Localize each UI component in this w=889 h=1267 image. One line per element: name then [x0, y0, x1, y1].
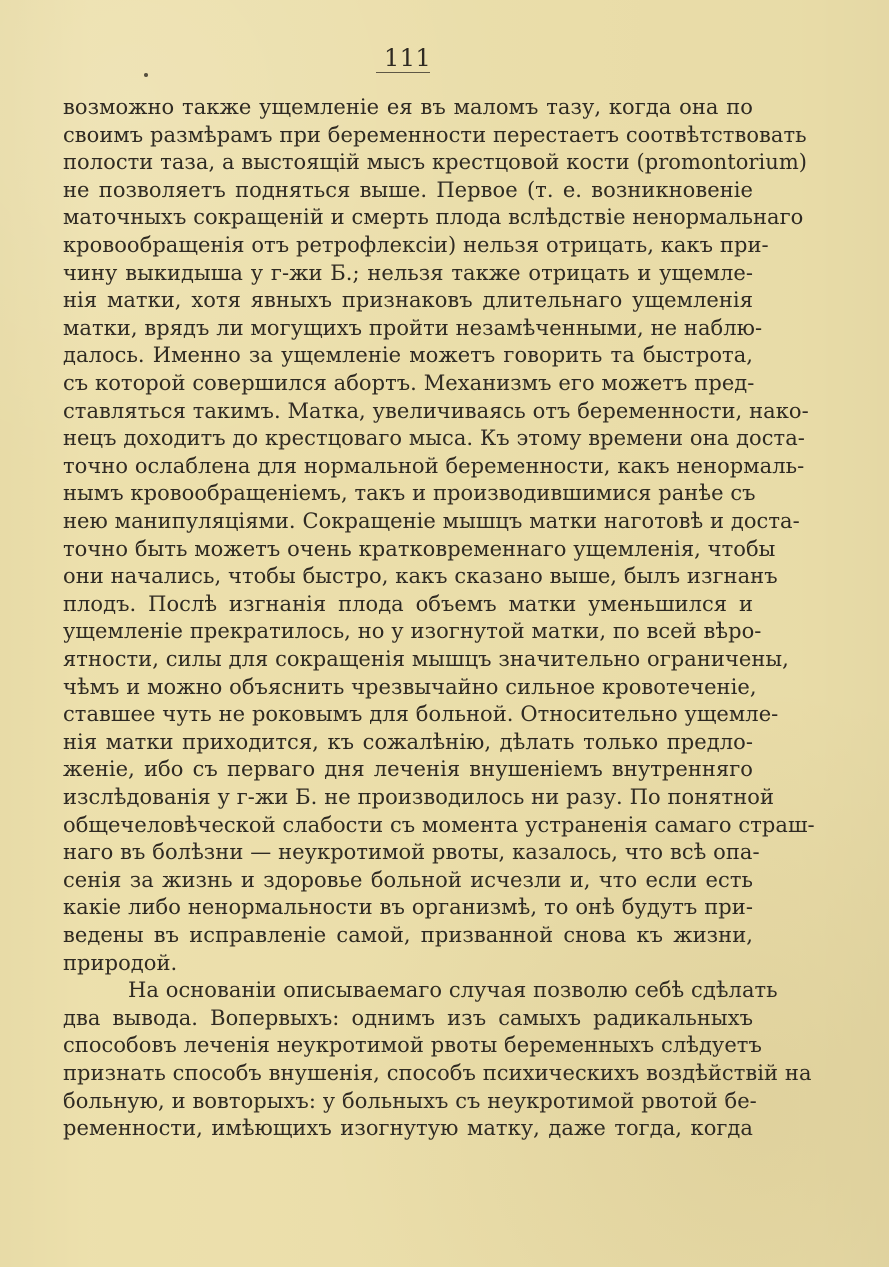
text-line: полости таза, а выстоящій мысъ крестцовой кости (promontorium) — [63, 150, 808, 175]
text-line: не позволяетъ подняться выше. Первое (т. е. возникновеніе — [63, 177, 753, 202]
text-line: они начались, чтобы быстро, какъ сказано выше, былъ изгнанъ — [63, 564, 778, 589]
text-line: ставшее чуть не роковымъ для больной. Относительно ущемле- — [63, 702, 779, 727]
text-line: общечеловѣческой слабости съ момента устраненія самаго страш- — [63, 812, 815, 837]
text-line: далось. Именно за ущемленіе можетъ говорить та быстрота, — [63, 343, 753, 368]
text-line: нія матки, хотя явныхъ признаковъ длительнаго ущемленія — [63, 288, 753, 313]
text-line: чину выкидыша у г-жи Б.; нельзя также отрицать и ущемле- — [63, 260, 753, 285]
page-number-underline — [376, 72, 430, 73]
text-line: точно быть можетъ очень кратковременнаго ущемленія, чтобы — [63, 536, 776, 561]
text-line: маточныхъ сокращеній и смерть плода вслѣдствіе ненормальнаго — [63, 205, 804, 230]
text-line: изслѣдованія у г-жи Б. не производилось ни разу. По понятной — [63, 785, 775, 809]
text-line: матки, врядъ ли могущихъ пройти незамѣченными, не наблю- — [63, 315, 763, 340]
text-line: ставляться такимъ. Матка, увеличиваясь отъ беременности, нако- — [63, 398, 809, 423]
page-number: 111 — [384, 44, 432, 72]
text-line: наго въ болѣзни — неукротимой рвоты, казалось, что всѣ опа- — [63, 840, 760, 865]
text-line: два вывода. Вопервыхъ: однимъ изъ самыхъ радикальныхъ — [63, 1005, 753, 1030]
text-line: съ которой совершился абортъ. Механизмъ его можетъ пред- — [63, 371, 755, 395]
text-line: нецъ доходитъ до крестцоваго мыса. Къ этому времени она доста- — [63, 426, 805, 451]
ink-mark — [144, 73, 148, 77]
text-line: точно ослаблена для нормальной беременности, какъ ненормаль- — [63, 453, 805, 478]
text-line: ременности, имѣющихъ изогнутую матку, даже тогда, когда — [63, 1116, 753, 1141]
text-line: нымъ кровообращеніемъ, такъ и производившимися ранѣе съ — [63, 481, 756, 506]
text-line: ведены въ исправленіе самой, призванной снова къ жизни, — [63, 923, 753, 947]
text-line: возможно также ущемленіе ея въ маломъ тазу, когда она по — [63, 95, 753, 119]
text-line: какіе либо ненормальности въ организмѣ, то онѣ будутъ при- — [63, 895, 753, 920]
text-line: На основаніи описываемаго случая позволю себѣ сдѣлать — [128, 978, 778, 1003]
text-line: кровообращенія отъ ретрофлексіи) нельзя отрицать, какъ при- — [63, 233, 769, 257]
text-line: чѣмъ и можно объяснить чрезвычайно сильное кровотеченіе, — [63, 674, 757, 699]
text-line: сенія за жизнь и здоровье больной исчезли и, что если есть — [63, 867, 753, 892]
text-line: признать способъ внушенія, способъ психическихъ воздѣйствій на — [63, 1061, 812, 1085]
text-line: женіе, ибо съ перваго дня леченія внушеніемъ внутренняго — [63, 757, 753, 782]
text-line: нею манипуляціями. Сокращеніе мышцъ матки наготовѣ и доста- — [63, 509, 800, 533]
text-line: плодъ. Послѣ изгнанія плода объемъ матки уменьшился и — [63, 591, 753, 616]
text-line: нія матки приходится, къ сожалѣнію, дѣлать только предло- — [63, 729, 753, 754]
text-line: своимъ размѣрамъ при беременности перестаетъ соотвѣтствовать — [63, 122, 807, 147]
text-line: природой. — [63, 950, 178, 975]
text-line: больную, и вовторыхъ: у больныхъ съ неукротимой рвотой бе- — [63, 1088, 757, 1113]
text-line: ятности, силы для сокращенія мышцъ значительно ограничены, — [63, 647, 789, 671]
text-line: ущемленіе прекратилось, но у изогнутой матки, по всей вѣро- — [63, 619, 762, 644]
text-line: способовъ леченія неукротимой рвоты беременныхъ слѣдуетъ — [63, 1033, 762, 1058]
